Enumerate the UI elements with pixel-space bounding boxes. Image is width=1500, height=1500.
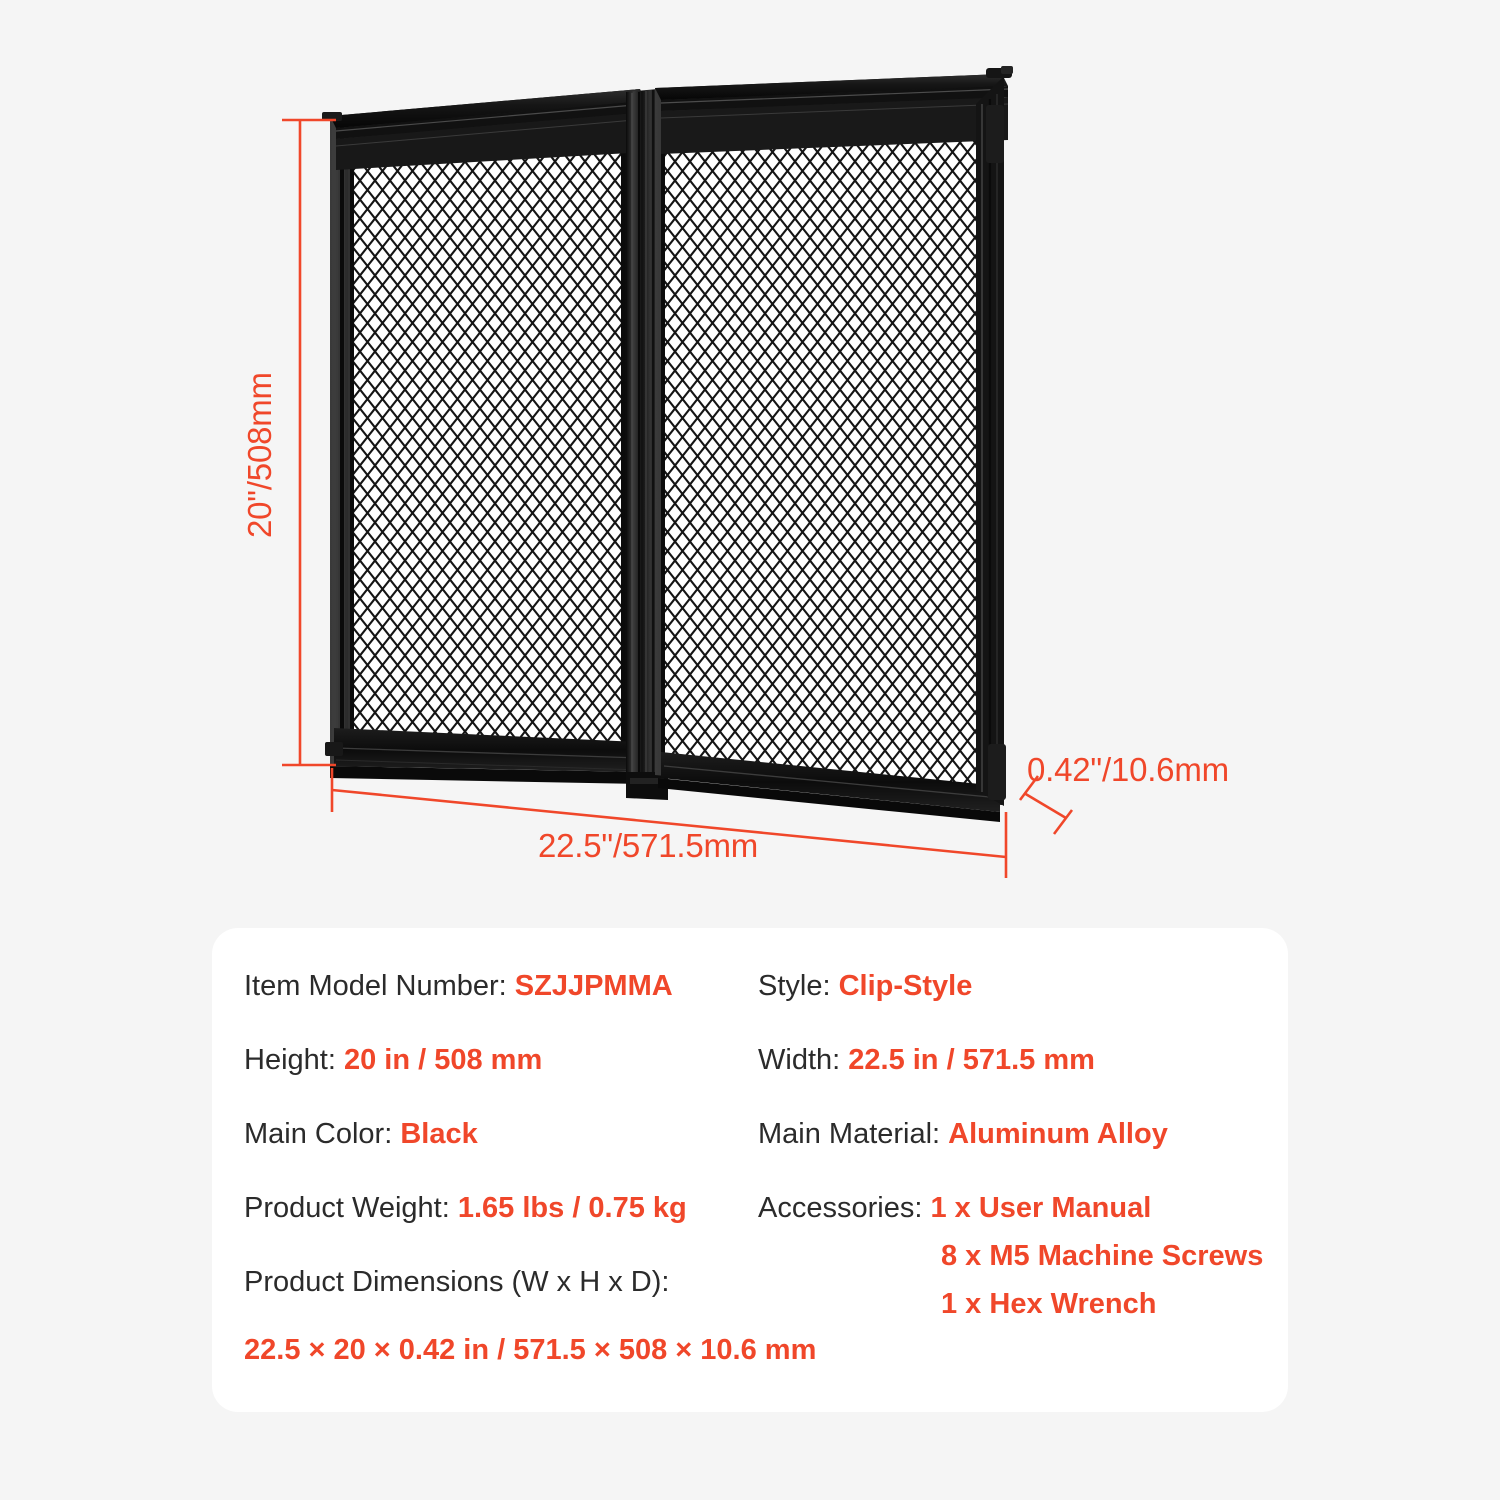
spec-value-product-dimensions: 22.5 × 20 × 0.42 in / 571.5 × 508 × 10.6 mm [244, 1334, 817, 1366]
product-panel-right [655, 74, 1002, 805]
spec-label-width: Width: [758, 1044, 849, 1076]
spec-label-main-color: Main Color: [244, 1118, 401, 1150]
spec-item-width [758, 1042, 1095, 1078]
spec-item-style [758, 968, 972, 1004]
spec-value-model-number: SZJJPMMA [514, 970, 673, 1002]
spec-label-height: Height: [244, 1044, 344, 1076]
right-lower-clip [988, 744, 1006, 800]
spec-item-height [244, 1042, 542, 1078]
spec-item-model-number [244, 968, 673, 1004]
width-dimension-label: 22.5"/571.5mm [538, 827, 759, 864]
depth-dimension-label: 0.42"/10.6mm [1027, 751, 1229, 788]
spec-item-main-color [244, 1116, 478, 1152]
spec-label-product-weight: Product Weight: [244, 1192, 458, 1224]
spec-value-accessory-3: 1 x Hex Wrench [941, 1288, 1157, 1320]
spec-label-product-dimensions: Product Dimensions (W x H x D): [244, 1266, 670, 1298]
spec-value-product-weight: 1.65 lbs / 0.75 kg [457, 1192, 687, 1224]
spec-label-main-material: Main Material: [758, 1118, 949, 1150]
spec-value-width: 22.5 in / 571.5 mm [848, 1044, 1095, 1076]
height-dimension-label: 20"/508mm [241, 372, 278, 538]
spec-item-main-material [758, 1116, 1168, 1152]
spec-value-main-color: Black [400, 1118, 478, 1150]
right-stile [976, 76, 1006, 806]
spec-item-product-weight [244, 1190, 687, 1226]
spec-value-height: 20 in / 508 mm [343, 1044, 543, 1076]
spec-label-model-number: Item Model Number: [244, 970, 515, 1002]
right-upper-clip [986, 105, 1004, 163]
spec-value-accessory-1: 1 x User Manual [930, 1192, 1152, 1224]
spec-value-style: Clip-Style [838, 970, 973, 1002]
spec-value-accessory-2: 8 x M5 Machine Screws [941, 1240, 1264, 1272]
spec-item-accessories [758, 1190, 1151, 1226]
specification-card [212, 928, 1288, 1412]
bottom-left-clip [325, 742, 343, 756]
product-panel-left [330, 89, 640, 771]
spec-label-style: Style: [758, 970, 839, 1002]
spec-value-main-material: Aluminum Alloy [948, 1118, 1168, 1150]
top-right-clip-tab [986, 66, 1013, 78]
spec-label-accessories: Accessories: [758, 1192, 931, 1224]
